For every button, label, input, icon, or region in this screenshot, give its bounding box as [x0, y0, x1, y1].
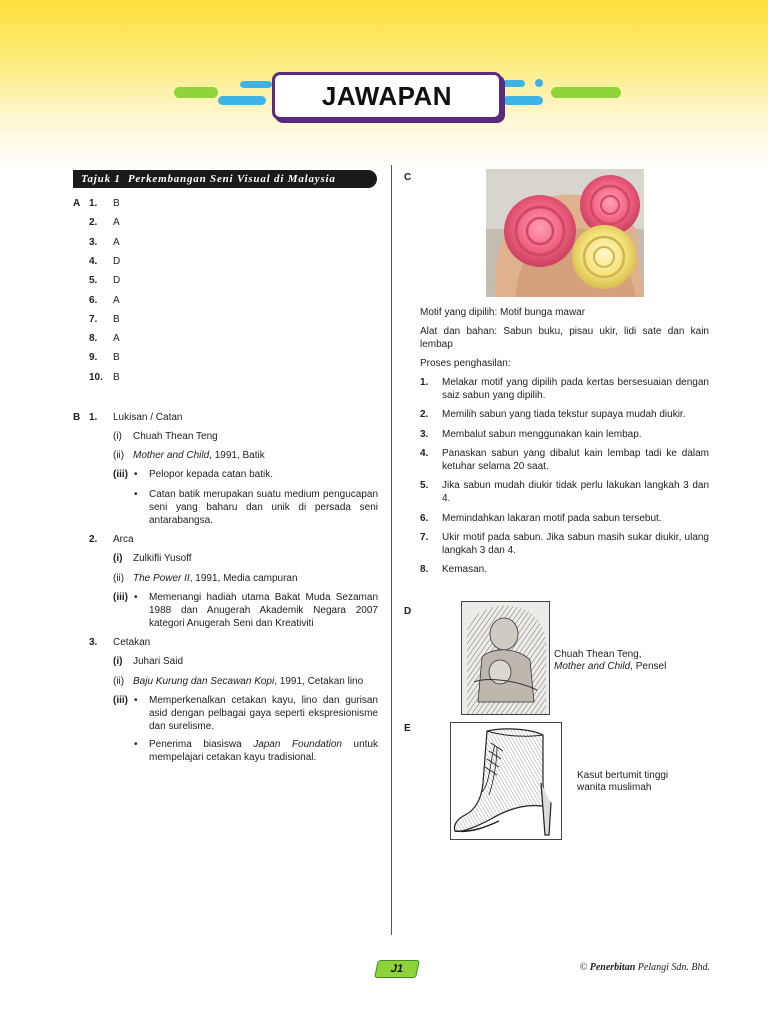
c-step-text: Kemasan.	[442, 564, 488, 575]
a-item-answer: B	[113, 314, 120, 325]
c-step-text: Memilih sabun yang tiada tekstur supaya mudah diukir.	[442, 409, 686, 420]
section-b-label: B	[73, 412, 81, 423]
c-step-number: 8.	[420, 564, 429, 575]
b3-i-label: (i)	[113, 656, 123, 667]
b3-iii-label: (iii)	[113, 695, 128, 706]
b2-ii-details: , 1991, Media campuran	[189, 573, 298, 584]
e-caption-line2: wanita muslimah	[577, 782, 652, 793]
section-c-label: C	[404, 172, 412, 183]
b1-number: 1.	[89, 412, 98, 423]
b3-ii-label: (ii)	[113, 676, 125, 687]
b1-ii-details: , 1991, Batik	[209, 450, 265, 461]
b3-bullet-2-pre: Penerima biasiswa	[149, 739, 254, 750]
bullet-icon: •	[134, 469, 138, 480]
c-step-text: Jika sabun mudah diukir tidak perlu lakukan langkah 3 dan 4.	[442, 480, 709, 504]
shoe-icon	[451, 723, 561, 839]
c-step-text: Melakar motif yang dipilih pada kertas bersesuaian dengan saiz sabun yang dipilih.	[442, 377, 709, 401]
b1-ii-label: (ii)	[113, 450, 125, 461]
b2-title: Arca	[113, 534, 134, 545]
a-item-number: 2.	[89, 217, 98, 228]
c-motif: Motif yang dipilih: Motif bunga mawar	[420, 307, 586, 318]
a-item-answer: A	[113, 333, 120, 344]
soap-roses-photo	[486, 169, 644, 297]
c-step-number: 5.	[420, 480, 429, 491]
b1-bullet-2: Catan batik merupakan suatu medium pengucapan seni yang baharu dan unik di persada seni antarabangsa.	[149, 489, 378, 526]
a-item-answer: B	[113, 352, 120, 363]
page-title-box	[272, 72, 502, 120]
d-caption-medium: , Pensel	[630, 661, 667, 672]
section-d-label: D	[404, 606, 412, 617]
a-item-answer: A	[113, 237, 120, 248]
b2-ii-artwork: The Power II	[133, 573, 190, 584]
bullet-icon: •	[134, 489, 138, 500]
a-item-number: 7.	[89, 314, 98, 325]
c-step-text: Memindahkan lakaran motif pada sabun tersebut.	[442, 513, 662, 524]
footer-copyright	[560, 962, 710, 973]
c-step-number: 7.	[420, 532, 429, 543]
b3-bullet-1: Memperkenalkan cetakan kayu, lino dan gurisan asid dengan pelbagai gaya seperti ekspresionisme dan surelisme.	[149, 695, 378, 732]
a-item-answer: D	[113, 275, 121, 286]
b2-ii-text	[133, 572, 298, 585]
d-caption-artwork: Mother and Child	[554, 661, 631, 672]
bullet-icon: •	[134, 695, 138, 706]
b2-ii-label: (ii)	[113, 573, 125, 584]
d-caption-line2	[554, 660, 666, 673]
d-caption-line1: Chuah Thean Teng,	[554, 649, 642, 660]
b1-title: Lukisan / Catan	[113, 412, 183, 423]
b3-i-text: Juhari Said	[133, 656, 184, 667]
deco-green-left	[174, 87, 218, 98]
deco-blue-dot	[535, 79, 543, 87]
column-divider	[391, 165, 392, 935]
deco-blue-right-1	[503, 96, 543, 105]
b3-bullet-2-post: untuk mempelajari cetakan kayu tradisional.	[149, 739, 378, 763]
b3-ii-details: , 1991, Cetakan lino	[274, 676, 364, 687]
page-title: JAWAPAN	[321, 80, 453, 111]
b2-i-label: (i)	[113, 553, 123, 564]
a-item-number: 1.	[89, 198, 98, 209]
b1-i-label: (i)	[113, 431, 122, 442]
b2-number: 2.	[89, 534, 98, 545]
a-item-number: 10.	[89, 372, 103, 383]
a-item-number: 8.	[89, 333, 98, 344]
section-a-label: A	[73, 198, 81, 209]
b2-iii-label: (iii)	[113, 592, 128, 603]
c-step-number: 2.	[420, 409, 429, 420]
b3-title: Cetakan	[113, 637, 151, 648]
b1-ii-artwork: Mother and Child	[133, 450, 210, 461]
pencil-drawing-icon	[462, 602, 549, 714]
a-item-answer: A	[113, 217, 120, 228]
b1-i-text: Chuah Thean Teng	[133, 431, 218, 442]
a-item-number: 9.	[89, 352, 98, 363]
b3-number: 3.	[89, 637, 98, 648]
c-step-number: 4.	[420, 448, 429, 459]
deco-green-right	[551, 87, 621, 98]
b1-iii-label: (iii)	[113, 469, 128, 480]
b2-bullet-1: Memenangi hadiah utama Bakat Muda Sezaman 1988 dan Anugerah Akademik Negara 2007 kategori Anugerah Seni dan Kreativiti	[149, 592, 378, 629]
c-step-text: Panaskan sabun yang dibalut kain lembap tadi ke dalam ketuhar selama 20 saat.	[442, 448, 709, 472]
rose-image-icon	[486, 169, 644, 297]
b3-bullet-2	[149, 738, 378, 764]
c-proses-title: Proses penghasilan:	[420, 358, 511, 369]
a-item-answer: B	[113, 372, 120, 383]
deco-blue-left-1	[218, 96, 266, 105]
section-e-label: E	[404, 723, 411, 734]
a-item-number: 4.	[89, 256, 98, 267]
a-item-number: 5.	[89, 275, 98, 286]
c-step-text: Ukir motif pada sabun. Jika sabun masih sukar diukir, ulang langkah 3 dan 4.	[442, 532, 709, 556]
high-heel-shoe-drawing	[450, 722, 562, 840]
chapter-title: Tajuk 1 Perkembangan Seni Visual di Malaysia	[73, 170, 377, 188]
a-item-answer: B	[113, 198, 120, 209]
b1-bullet-1: Pelopor kepada catan batik.	[149, 469, 273, 480]
page-number: J1	[389, 963, 405, 975]
b1-ii-text	[133, 449, 265, 462]
c-step-number: 6.	[420, 513, 429, 524]
a-item-answer: A	[113, 295, 120, 306]
copyright-symbol: ©	[579, 962, 588, 973]
e-caption-line1: Kasut bertumit tinggi	[577, 770, 669, 781]
page-number-badge	[374, 960, 420, 978]
c-alat-bahan: Alat dan bahan: Sabun buku, pisau ukir, lidi sate dan kain lembap	[420, 326, 709, 350]
bullet-icon: •	[134, 739, 138, 750]
b3-ii-text	[133, 675, 363, 688]
bullet-icon: •	[134, 592, 138, 603]
b3-bullet-2-italic: Japan Foundation	[253, 739, 342, 750]
a-item-answer: D	[113, 256, 121, 267]
b2-i-text: Zulkifli Yusoff	[133, 553, 192, 564]
deco-blue-right-2	[503, 80, 525, 87]
b3-ii-artwork: Baju Kurung dan Secawan Kopi	[133, 676, 275, 687]
publisher-rest: Pelangi Sdn. Bhd.	[635, 962, 710, 973]
publisher-name: Penerbitan	[589, 962, 636, 973]
c-step-number: 1.	[420, 377, 429, 388]
mother-and-child-drawing	[461, 601, 550, 715]
a-item-number: 6.	[89, 295, 98, 306]
deco-blue-left-2	[240, 81, 272, 88]
c-step-text: Membalut sabun menggunakan kain lembap.	[442, 429, 642, 440]
c-step-number: 3.	[420, 429, 429, 440]
a-item-number: 3.	[89, 237, 98, 248]
